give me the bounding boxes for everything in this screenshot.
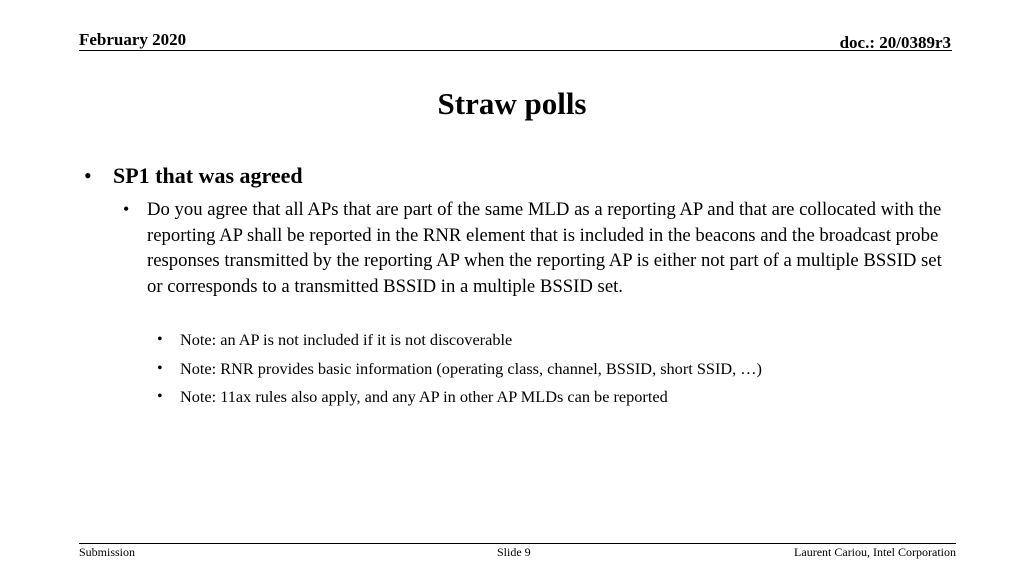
header-doc-id: doc.: 20/0389r3: [839, 33, 951, 52]
note-text: Note: 11ax rules also apply, and any AP in other AP MLDs can be reported: [180, 387, 668, 406]
notes-list: [157, 329, 947, 415]
note-item: [157, 358, 947, 387]
main-bullet-text: SP1 that was agreed: [113, 163, 303, 188]
footer-submission: Submission: [79, 545, 136, 559]
bullet-marker: •: [157, 331, 163, 348]
note-item: [157, 386, 947, 415]
bullet-marker: •: [157, 388, 163, 405]
note-item: [157, 329, 947, 358]
header-date: February 2020: [79, 30, 187, 49]
question-text: Do you agree that all APs that are part of the same MLD as a reporting AP and that are collocated with the reporting AP shall be reported in the RNR element that is included in the beacons and the broadcast probe responses transmitted by the reporting AP when the reporting AP is either not part of a multiple BSSID set or corresponds to a transmitted BSSID in a multiple BSSID set.: [147, 199, 942, 297]
bullet-marker: •: [123, 199, 130, 219]
bullet-marker: •: [84, 163, 92, 188]
footer-author: Laurent Cariou, Intel Corporation: [794, 545, 956, 559]
bullet-marker: •: [157, 359, 163, 377]
footer-divider: [79, 543, 956, 544]
slide-title: Straw polls: [437, 86, 587, 121]
note-text: Note: RNR provides basic information (operating class, channel, BSSID, short SSID, …): [180, 358, 762, 378]
footer-slide-number: Slide 9: [497, 545, 531, 559]
note-text: Note: an AP is not included if it is not discoverable: [180, 330, 513, 349]
